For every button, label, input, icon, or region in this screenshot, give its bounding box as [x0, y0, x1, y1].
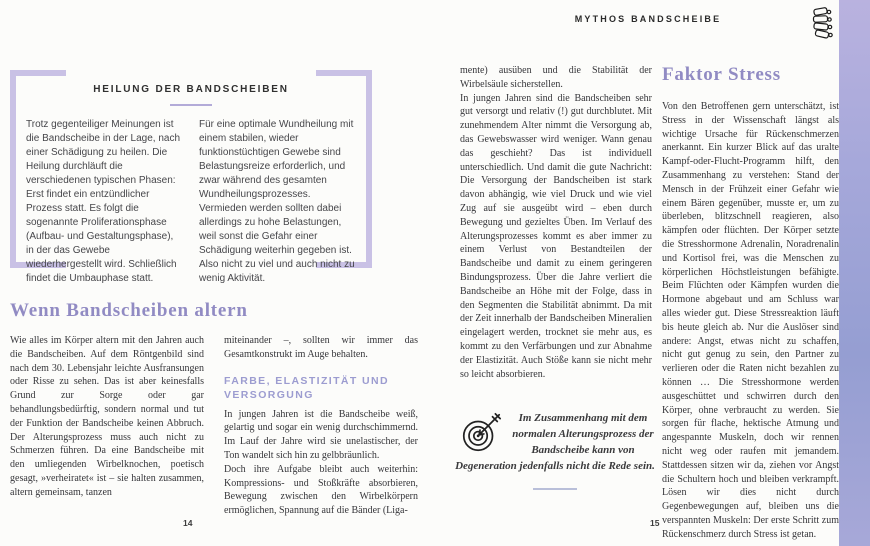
paragraph: Wie alles im Körper altern mit den Jahren auch die Bandscheiben. Auf dem Röntgenbild sind nach dem 30. Lebensjahr leichte Ausfransungen oder Risse zu sehen. Das ist aber keinesfalls Grund zur Sorge oder gar behandlungsbedürftig, sondern normal und tut der Funktion der Bandscheibe keinen Abbruch. Der Alterungsprozess muss auch nicht zu Schmerzen führen. Da eine Bandscheibe mit den umliegenden Wirbelknochen, poetisch gesagt, »verheiratet« ist – sie halten zusammen, altern gemeinsam, tanzen — [10, 335, 204, 498]
infobox-column-1: Trotz gegenteiliger Meinungen ist die Bandscheibe in der Lage, nach einer Schädigung zu heilen. Die Heilung durchläuft die verschiedenen typischen Phasen: Erst findet ein entzündlicher Prozess statt. Es folgt die sogenannte Proliferationsphase (Aufbau- und Gestaltungsphase), in der das Gewebe wiederhergestellt wird. Schließlich findet die Umbauphase statt. — [26, 119, 181, 284]
right-body-column-1 — [460, 64, 652, 381]
page-number-right: 15 — [650, 518, 660, 528]
paragraph: In jungen Jahren sind die Bandscheiben sehr gut versorgt und relativ (!) gut durchblutet. Mit zunehmendem Alter nimmt die Versorgung ab, das Gewebswasser wird weniger. Wann genau das geschieht? Das ist individuell unterschiedlich. Und damit die gute Nachricht: Die Versorgung der Bandscheiben ist stark davon abhängig, wie viel Druck und wie viel Zug auf sie ausgeübt wird – eben durch Bewegung und gezieltes Üben. Im Verlauf des Alterungsprozesses kommt es aber immer zu einem Verlust von Bestandteilen der Bandscheibe und damit zu einem geringeren Bindungsprozess. Über die Jahre verliert die Bandscheibe an Höhe mit der Folge, dass in den Segmenten die Stabilität abnimmt. Da mit der Zeit innerhalb der Bandscheiben Mineralien eingelagert werden, trocknet sie mehr aus, es kommt zu den Verfärbungen und zur Abnahme der Elastizität. Auch Stöße kann sie nicht mehr so leicht absorbieren. — [460, 92, 652, 380]
infobox-heilung — [10, 70, 372, 284]
subheading-farbe: FARBE, ELASTIZITÄT UND VERSORGUNG — [224, 374, 389, 401]
target-dart-icon — [458, 410, 504, 456]
left-body-column-2 — [224, 334, 418, 518]
paragraph: In jungen Jahren ist die Bandscheibe weiß, gelartig und sogar ein wenig durchschimmernd. Im Lauf der Jahre wird sie unelastischer, der Ton wandelt sich hin zu gelbbräunlich. — [224, 408, 418, 461]
left-body-column-1 — [10, 334, 204, 518]
infobox-divider — [170, 104, 212, 106]
paragraph: miteinander –, sollten wir immer das Gesamtkonstrukt im Auge behalten. — [224, 335, 418, 360]
left-page-body — [10, 334, 418, 518]
pull-quote-divider — [533, 488, 577, 490]
paragraph: Doch ihre Aufgabe bleibt auch weiterhin: Kompressions- und Stoßkräfte absorbieren, Bewegung zwischen den Wirbelkörpern ermöglichen, Spannung auf die Bänder (Liga- — [224, 463, 418, 517]
spine-icon — [810, 7, 834, 41]
section-heading-altern: Wenn Bandscheiben altern — [10, 300, 248, 321]
pull-quote-text: Im Zusammenhang mit dem normalen Alterungsprozess der Bandscheibe kann von Degeneration jedenfalls nicht die Rede sein. — [455, 412, 655, 472]
infobox-column-2: Für eine optimale Wundheilung mit einem stabilen, wieder funktionstüchtigen Gewebe sind Belastungsreize erforderlich, und zwar während des gesamten Wundheilungsprozesses. Vermieden werden sollten dabei allerdings zu hohe Belastungen, weil sonst die Gefahr einer Schädigung weiterhin gegeben ist. Also nicht zu viel und auch nicht zu wenig Aktivität. — [199, 119, 355, 284]
running-header: MYTHOS BANDSCHEIBE — [574, 14, 722, 24]
pull-quote — [452, 410, 658, 490]
page-number-left: 14 — [183, 518, 193, 528]
paragraph: mente) ausüben und die Stabilität der Wirbelsäule sicherstellen. — [460, 65, 652, 90]
page-edge-band — [839, 0, 870, 546]
paragraph: Von den Betroffenen gern unterschätzt, ist Stress in der Wissenschaft längst als wichtige Ursache für Rückenschmerzen anerkannt. Ein kurzer Blick auf das uralte Kampf-oder-Flucht-Programm hilft, den Zusammenhang zu verstehen: Stand der Mensch in der Frühzeit einer Gefahr wie einem Bären gegenüber, musste er, um zu überleben, blitzschnell reagieren, also kämpfen oder flüchten. Der Körper setzte die Stresshormone Adrenalin, Noradrenalin und Kortisol frei, was die Menschen zu körperlichen Höchstleistungen befähigte. Beim Flüchten oder Kämpfen wurden die Hormone abgebaut und am Schluss war alles wieder gut. Diese Stressreaktion läuft bis heute gleich ab. Nur die Auslöser sind andere: Angst, etwas nicht zu schaffen, nicht gut genug zu sein, den Partner zu verlieren oder die Raten nicht bezahlen zu können … Die Stresshormone werden ausgeschüttet und schwirren durch den Körper, ohne verbraucht zu werden. Sie sorgen für flache, hektische Atmung und angespannte Muskeln, doch wir rennen nicht weg oder raufen mit jemandem. Stattdessen sitzen wir da, ziehen vor Angst die Schultern hoch und bleiben verkrampft. Lösen wir dies nicht durch Gegenbewegungen auf, bleiben uns die verspannten Muskeln: Der erste Schritt zum Rückenschmerz durch Stress ist getan. — [662, 101, 839, 540]
infobox-title: HEILUNG DER BANDSCHEIBEN — [93, 84, 289, 95]
right-body-column-2 — [662, 64, 839, 542]
section-heading-stress: Faktor Stress — [662, 64, 781, 85]
